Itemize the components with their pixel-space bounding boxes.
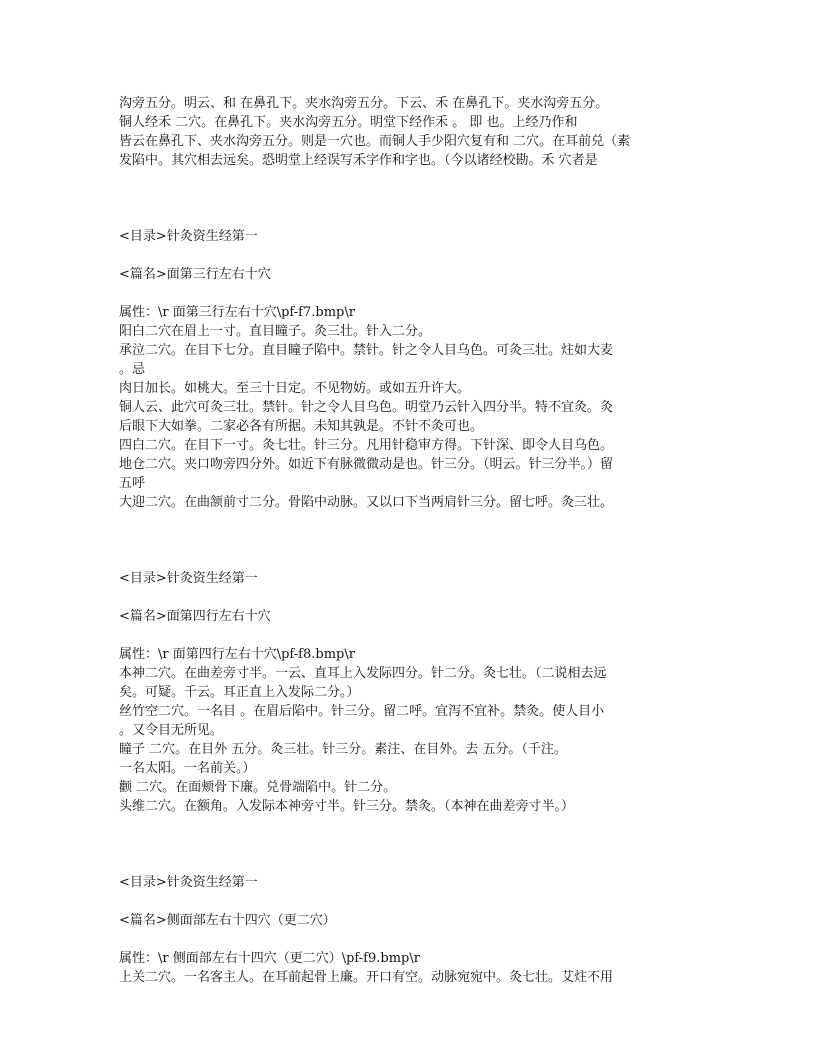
- text-line: 大迎二穴。在曲颔前寸二分。骨陷中动脉。又以口下当两肩针三分。留七呼。灸三壮。: [119, 495, 614, 510]
- section-title: <篇名>面第三行左右十穴: [119, 267, 271, 282]
- section-side-face: [119, 873, 679, 987]
- intro-block: [119, 94, 679, 170]
- text-line: 肉日加长。如桃大。至三十日定。不见物妨。或如五升许大。: [119, 381, 471, 396]
- attribute-line: 属性：\r 面第三行左右十穴\pf-f7.bmp\r: [119, 305, 355, 320]
- text-line: 地仓二穴。夹口吻旁四分外。如近下有脉微微动是也。针三分。（明云。针三分半。）留: [119, 457, 614, 472]
- catalog-heading: <目录>针灸资生经第一: [119, 571, 258, 586]
- text-line: 一名太阳。一名前关。）: [119, 761, 256, 776]
- text-line: 四白二穴。在目下一寸。灸七壮。针三分。凡用针稳审方得。下针深、即令人目乌色。: [119, 438, 614, 453]
- text-line: 颧 二穴。在面颊骨下廉。兑骨端陷中。针二分。: [119, 780, 397, 795]
- text-line: 。又令目无所见。: [119, 723, 224, 738]
- text-line: 铜人经禾 二穴。在鼻孔下。夹水沟旁五分。明堂下经作禾 。 即 也。上经乃作和: [119, 115, 578, 130]
- text-line: 瞳子 二穴。在目外 五分。灸三壮。针三分。素注、在目外。去 五分。（千注。: [119, 742, 567, 757]
- text-line: 承泣二穴。在目下七分。直目瞳子陷中。禁针。针之令人目乌色。可灸三壮。炷如大麦: [119, 343, 614, 358]
- document-page: [119, 94, 679, 987]
- section-face-third-row: [119, 227, 679, 512]
- section-title: <篇名>侧面部左右十四穴（更二穴）: [119, 913, 336, 928]
- text-line: 本神二穴。在曲差旁寸半。一云、直耳上入发际四分。针二分。灸七壮。（二说相去远: [119, 666, 607, 681]
- text-line: 皆云在鼻孔下、夹水沟旁五分。则是一穴也。而铜人手少阳穴复有和 二穴。在耳前兑（素: [119, 134, 631, 149]
- catalog-heading: <目录>针灸资生经第一: [119, 875, 258, 890]
- text-line: 矣。可疑。千云。耳正直上入发际二分。）: [119, 685, 360, 700]
- text-line: 上关二穴。一名客主人。在耳前起骨上廉。开口有空。动脉宛宛中。灸七壮。艾炷不用: [119, 970, 614, 985]
- text-line: 发陷中。其穴相去远矣。恐明堂上经误写禾字作和字也。（今以诸经校勘。禾 穴者是: [119, 153, 598, 168]
- section-face-fourth-row: [119, 569, 679, 816]
- section-title: <篇名>面第四行左右十穴: [119, 609, 271, 624]
- catalog-heading: <目录>针灸资生经第一: [119, 229, 258, 244]
- text-line: 沟旁五分。明云、和 在鼻孔下。夹水沟旁五分。下云、禾 在鼻孔下。夹水沟旁五分。: [119, 96, 609, 111]
- text-line: 阳白二穴在眉上一寸。直目瞳子。灸三壮。针入二分。: [119, 324, 432, 339]
- attribute-line: 属性：\r 侧面部左右十四穴（更二穴）\pf-f9.bmp\r: [119, 951, 420, 966]
- text-line: 五呼: [119, 476, 146, 491]
- text-line: 后眼下大如拳。二家必各有所据。未知其孰是。不针不灸可也。: [119, 419, 484, 434]
- text-line: 铜人云、此穴可灸三壮。禁针。针之令人目乌色。明堂乃云针入四分半。特不宜灸。灸: [119, 400, 614, 415]
- text-line: 丝竹空二穴。一名目 。在眉后陷中。针三分。留二呼。宜泻不宜补。禁灸。使人目小: [119, 704, 605, 719]
- text-line: 。忌: [119, 362, 146, 377]
- attribute-line: 属性：\r 面第四行左右十穴\pf-f8.bmp\r: [119, 647, 355, 662]
- text-line: 头维二穴。在额角。入发际本神旁寸半。针三分。禁灸。（本神在曲差旁寸半。）: [119, 799, 575, 814]
